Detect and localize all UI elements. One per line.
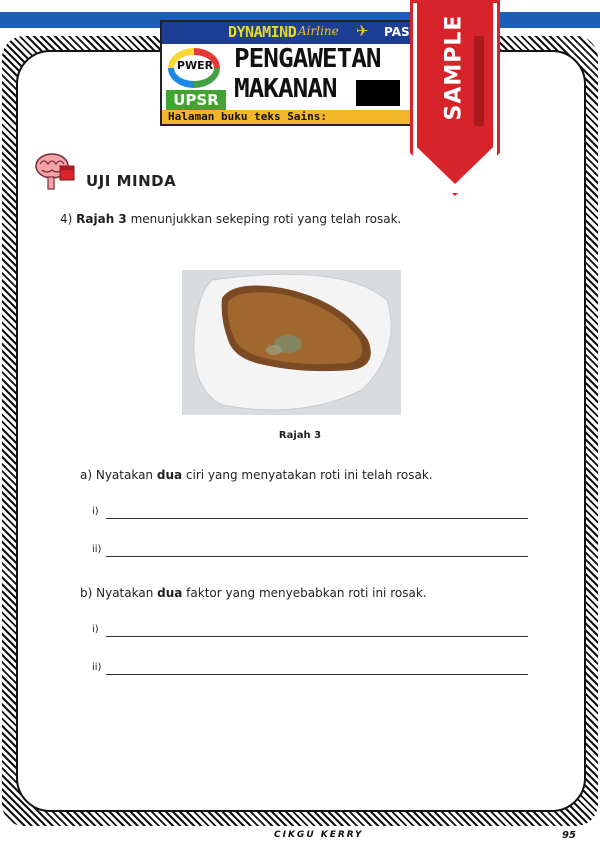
moldy-bread-photo (182, 270, 401, 415)
answer-label: ii) (92, 544, 102, 555)
answer-label: i) (92, 506, 99, 517)
textbook-page-label: Halaman buku teks Sains: (168, 110, 327, 123)
power-logo (168, 48, 222, 88)
part-a-emphasis: dua (156, 468, 183, 482)
topic-title-line1: PENGAWETAN (234, 44, 381, 74)
power-logo-text: PWER (176, 59, 214, 72)
page-number: 95 (562, 830, 576, 841)
question-4 (60, 212, 401, 226)
brain-icon (32, 150, 78, 192)
header-badge (160, 20, 422, 126)
answer-line-a-ii[interactable] (92, 544, 532, 560)
sample-watermark-text: SAMPLE (441, 14, 467, 121)
question-number: 4) (60, 212, 73, 226)
answer-blank[interactable] (106, 674, 528, 675)
topic-title-line2: MAKANAN (234, 74, 337, 104)
textbook-page-bar (162, 110, 420, 124)
brand-name: DYNAMIND (228, 23, 297, 41)
answer-line-b-ii[interactable] (92, 662, 532, 678)
pass-label: PAS (384, 25, 410, 39)
redacted-box (356, 80, 400, 106)
page-footer (0, 828, 600, 848)
part-b-question: b) Nyatakan dua faktor yang menyebabkan roti ini rosak. (80, 586, 427, 600)
answer-blank[interactable] (106, 636, 528, 637)
answer-label: i) (92, 624, 99, 635)
part-b-emphasis: dua (157, 586, 183, 600)
section-title: UJI MINDA (86, 172, 177, 190)
question-figure-ref: Rajah 3 (76, 212, 127, 226)
question-text: menunjukkan sekeping roti yang telah rosak. (126, 212, 402, 226)
footer-author: CIKGU KERRY (274, 830, 364, 840)
answer-blank[interactable] (106, 518, 528, 519)
part-a-question: a) Nyatakan dua ciri yang menyatakan roti ini telah rosak. (80, 468, 433, 482)
figure-caption: Rajah 3 (278, 430, 322, 441)
airline-label: Airline (298, 24, 339, 38)
level-badge: UPSR (166, 90, 226, 110)
ribbon-side-bar (474, 36, 484, 126)
answer-label: ii) (92, 662, 102, 673)
airplane-icon: ✈ (356, 22, 369, 40)
answer-blank[interactable] (106, 556, 528, 557)
answer-line-b-i[interactable] (92, 624, 532, 640)
answer-line-a-i[interactable] (92, 506, 532, 522)
